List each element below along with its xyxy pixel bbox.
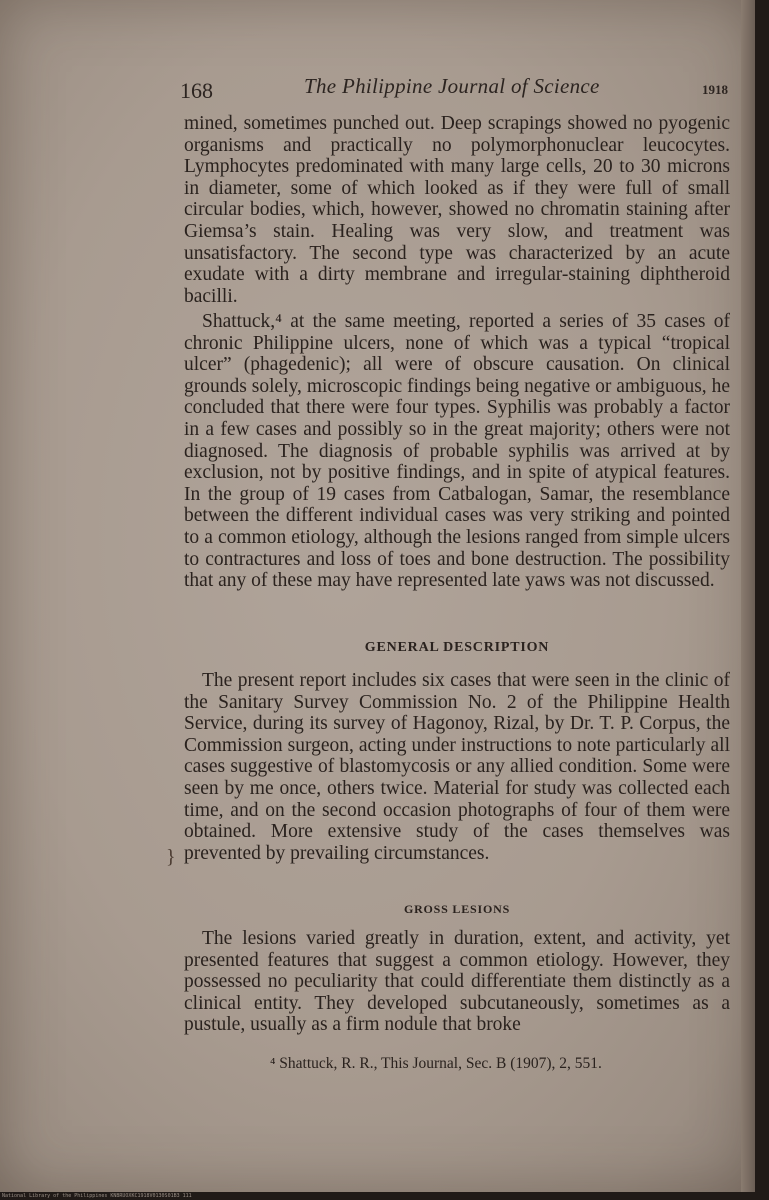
paragraph-present-report: The present report includes six cases that were seen in the clinic of the Sanitary Survey Commission No. 2 of the Philippine Health Service, during its survey of Hagonoy, Rizal, by Dr. T. P. Corpus, the Commission surgeon, acting under instructions to note particularly all cases suggestive of blastomycosis or any allied condition. Some were seen by me once, others twice. Material for study was collected each time, and on the second occasion photographs of four of them were obtained. More extensive study of the cases themselves was prevented by prevailing circumstances. [184,670,730,864]
heading-gross-lesions: GROSS LESIONS [403,902,511,916]
journal-title: The Philippine Journal of Science [304,74,600,98]
footnote: ⁴ Shattuck, R. R., This Journal, Sec. B (1907), 2, 551. [270,1055,602,1072]
header-year: 1918 [702,82,728,97]
page-edge [741,0,755,1192]
running-header [180,74,728,108]
page-number: 168 [180,78,213,103]
paragraph-continued: mined, sometimes punched out. Deep scrapings showed no pyogenic organisms and practically no polymorphonuclear leucocytes. Lymphocytes predominated with many large cells, 20 to 30 microns in diameter, some of which looked as if they were full of small circular bodies, which, however, showed no chromatin staining after Giemsa’s stain. Healing was very slow, and treatment was unsatisfactory. The second type was characterized by an acute exudate with a dirty membrane and irregular-staining diphtheroid bacilli. [184,113,730,307]
paragraph-shattuck: Shattuck,⁴ at the same meeting, reported a series of 35 cases of chronic Philippine ulcers, none of which was a typical “tropical ulcer” (phagedenic); all were of obscure causation. On clinical grounds solely, microscopic findings being negative or ambiguous, he concluded that there were four types. Syphilis was probably a factor in a few cases and possibly so in the great majority; others were not diagnosed. The diagnosis of probable syphilis was arrived at by exclusion, not by positive findings, and in spite of atypical features. In the group of 19 cases from Catbalogan, Samar, the resemblance between the different individual cases was very striking and pointed to a common etiology, although the lesions ranged from simple ulcers to contractures and loss of toes and bone destruction. The possibility that any of these may have represented late yaws was not discussed. [184,311,730,592]
bracket-mark: } [166,846,176,868]
margin-pencil-mark [166,846,188,902]
heading-general-description: GENERAL DESCRIPTION [364,640,550,655]
paragraph-lesions: The lesions varied greatly in duration, extent, and activity, yet presented features that suggest a common etiology. However, they possessed no peculiarity that could differentiate them distinctly as a clinical entity. They developed subcutaneously, sometimes as a pustule, usually as a firm nodule that broke [184,928,730,1036]
library-footer: National Library of the Philippines KNBRUOXKC1918V0130S01B3 111 [2,1193,192,1199]
